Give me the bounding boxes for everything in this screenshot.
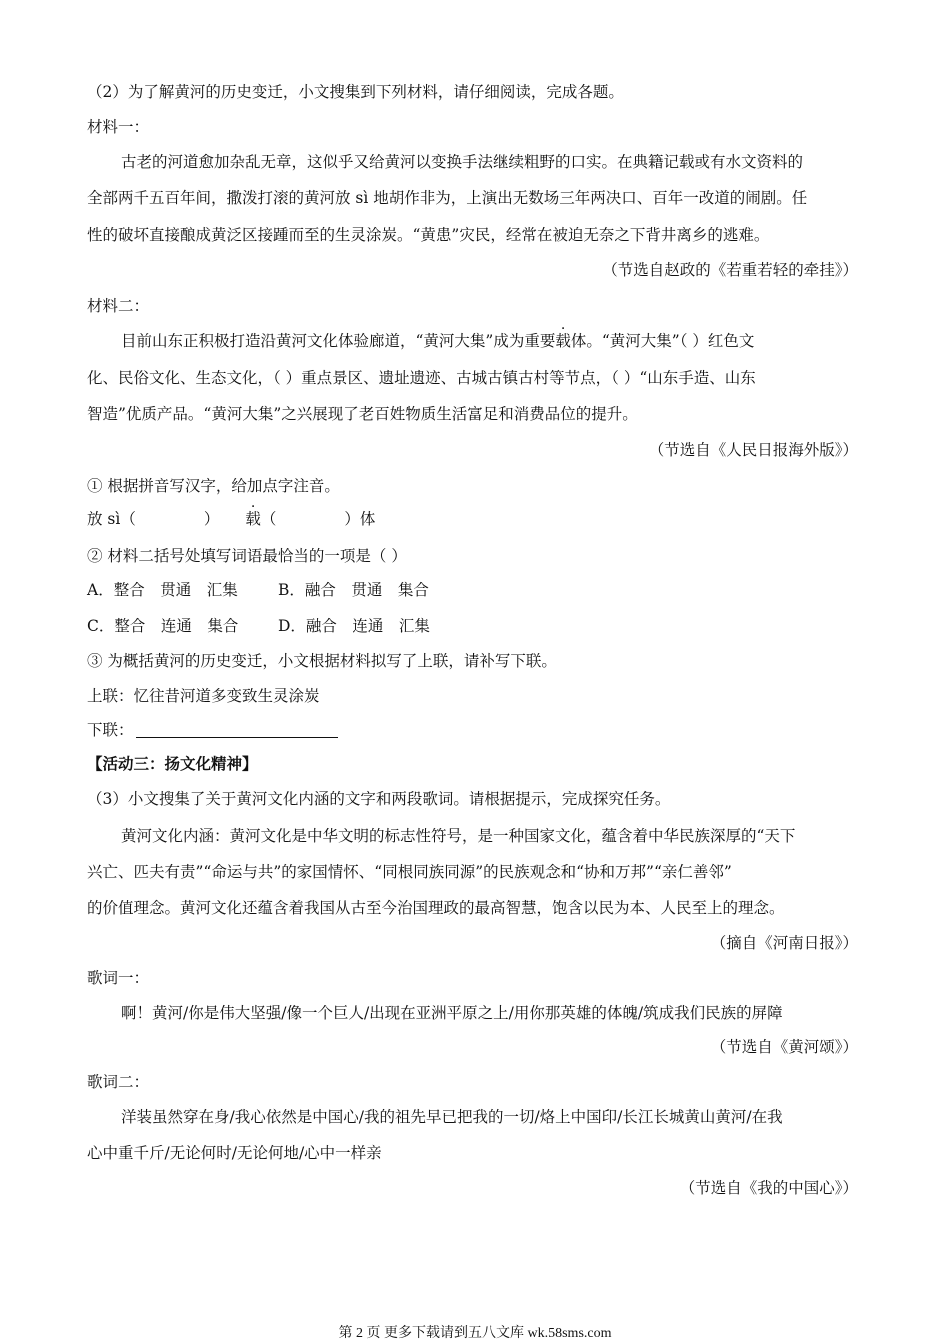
sub-question-3: ③ 为概括黄河的历史变迁，小文根据材料拟写了上联，请补写下联。 (87, 652, 557, 670)
lyrics-2-label: 歌词二： (87, 1073, 150, 1091)
material-1-source: （节选自赵政的《若重若轻的牵挂》） (602, 261, 858, 279)
lyrics-2-line-2: 心中重千斤/无论何时/无论何地/心中一样亲 (87, 1144, 382, 1162)
lyrics-1-source: （节选自《黄河颂》） (710, 1038, 858, 1056)
option-D: D．融合 连通 汇集 (278, 617, 430, 635)
culture-line-1: 黄河文化内涵：黄河文化是中华文明的标志性符号，是一种国家文化，蕴含着中华民族深厚的“天下 (121, 827, 796, 845)
upper-couplet: 上联：忆往昔河道多变致生灵涂炭 (87, 687, 320, 705)
material-1-line-2: 全部两千五百年间，撒泼打滚的黄河放 sì 地胡作非为，上演出无数场三年两决口、百年一改道的闹剧。任 (87, 189, 808, 207)
material-1-line-3: 性的破坏直接酿成黄泛区接踵而至的生灵涂炭。“黄患”灾民，经常在被迫无奈之下背井离乡的逃难。 (87, 226, 770, 244)
sub-question-1-answers: 放 sì（ ） 载（ ）体 (87, 510, 376, 528)
material-1-label: 材料一： (87, 118, 150, 136)
dotted-char: 载 (555, 332, 571, 350)
material-1-line-1: 古老的河道愈加杂乱无章，这似乎又给黄河以变换手法继续粗野的口实。在典籍记载或有水文资料的 (121, 153, 804, 171)
material-2-label: 材料二： (87, 297, 150, 315)
material-2-line-2: 化、民俗文化、生态文化，（ ）重点景区、遗址遗迹、古城古镇古村等节点，（ ）“山东手造、山东 (87, 369, 756, 387)
sub-question-2: ② 材料二括号处填写词语最恰当的一项是（ ） (87, 547, 407, 565)
activity-3-heading: 【活动三：扬文化精神】 (87, 754, 258, 773)
option-C: C．整合 连通 集合 (87, 617, 239, 635)
option-B: B．融合 贯通 集合 (278, 581, 429, 599)
culture-source: （摘自《河南日报》） (710, 934, 858, 952)
material-2-line-3: 智造”优质产品。“黄河大集”之兴展现了老百姓物质生活富足和消费品位的提升。 (87, 405, 638, 423)
material-2-line-1: 目前山东正积极打造沿黄河文化体验廊道，“黄河大集”成为重要载体。“黄河大集”（ ）红色文 (121, 332, 755, 350)
lyrics-2-source: （节选自《我的中国心》） (679, 1179, 858, 1197)
q2-intro: （2）为了解黄河的历史变迁，小文搜集到下列材料，请仔细阅读，完成各题。 (87, 83, 624, 101)
lyrics-2-line-1: 洋装虽然穿在身/我心依然是中国心/我的祖先早已把我的一切/烙上中国印/长江长城黄山黄河/在我 (121, 1108, 783, 1126)
answer-line[interactable] (136, 737, 338, 738)
culture-line-3: 的价值理念。黄河文化还蕴含着我国从古至今治国理政的最高智慧，饱含以民为本、人民至上的理念。 (87, 899, 785, 917)
sub-question-1: ① 根据拼音写汉字，给加点字注音。 (87, 477, 340, 495)
lyrics-1-line-1: 啊！黄河/你是伟大坚强/像一个巨人/出现在亚洲平原之上/用你那英雄的体魄/筑成我们民族的屏障 (121, 1004, 783, 1022)
q3-intro: （3）小文搜集了关于黄河文化内涵的文字和两段歌词。请根据提示，完成探究任务。 (87, 790, 671, 808)
page-footer: 第 2 页 更多下载请到五八文库 wk.58sms.com (338, 1326, 612, 1341)
dotted-char: 载 (245, 510, 261, 528)
lower-couplet: 下联： (87, 720, 338, 740)
material-2-source: （节选自《人民日报海外版》） (648, 441, 858, 459)
lyrics-1-label: 歌词一： (87, 969, 150, 987)
culture-line-2: 兴亡、匹夫有责”“命运与共”的家国情怀、“同根同族同源”的民族观念和“协和万邦”“亲仁善邻” (87, 863, 732, 881)
option-A: A．整合 贯通 汇集 (87, 581, 238, 599)
